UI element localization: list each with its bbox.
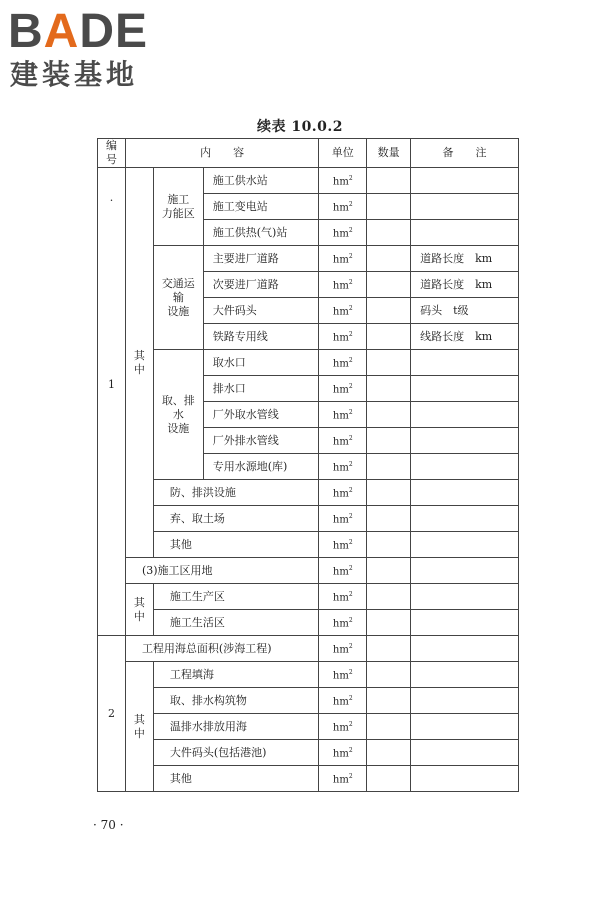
header-unit: 单位 (319, 139, 367, 168)
logo-brand (8, 4, 148, 60)
sub2-item: 铁路专用线 (203, 324, 319, 350)
sub2-item: 大件码头 (203, 298, 319, 324)
group2-no: 2 (98, 636, 126, 792)
other-item: 防、排洪设施 (153, 480, 318, 506)
other-item: 弃、取土场 (153, 506, 318, 532)
unit-cell: $hm^2$ (319, 480, 367, 506)
qty-cell (367, 558, 411, 584)
remark-cell (411, 584, 519, 610)
land-use-table (97, 138, 519, 792)
table-title: 续表 10.0.2 (256, 119, 344, 135)
sub3-item: 厂外排水管线 (203, 428, 319, 454)
sub2-label: 交通运输 设施 (153, 246, 203, 350)
unit-cell: $hm^2$ (319, 714, 367, 740)
sub2-item: 主要进厂道路 (203, 246, 319, 272)
group2-qizhong: 其中 (125, 662, 153, 792)
remark-cell (411, 688, 519, 714)
sub3-item: 专用水源地(库) (203, 454, 319, 480)
qty-cell (367, 272, 411, 298)
unit-cell: $hm^2$ (319, 454, 367, 480)
qty-cell (367, 480, 411, 506)
unit-cell: $hm^2$ (319, 610, 367, 636)
table-row (98, 246, 519, 272)
header-row (98, 139, 519, 168)
group1-mark: · (109, 194, 114, 207)
logo-brand-a: A (43, 5, 80, 58)
unit-cell: $hm^2$ (319, 428, 367, 454)
table-row (98, 506, 519, 532)
remark-cell (411, 662, 519, 688)
remark-cell: 道路长度 km (411, 246, 519, 272)
qty-cell (367, 324, 411, 350)
table-row (98, 610, 519, 636)
sub3-item: 取水口 (203, 350, 319, 376)
unit-cell: $hm^2$ (319, 350, 367, 376)
table-row (98, 532, 519, 558)
qty-cell (367, 688, 411, 714)
group2-total: 工程用海总面积(涉海工程) (125, 636, 318, 662)
qty-cell (367, 454, 411, 480)
sub1-item: 施工供水站 (203, 168, 319, 194)
logo-subtitle: 建装基地 (10, 58, 139, 91)
logo (8, 4, 178, 94)
remark-cell (411, 532, 519, 558)
qty-cell (367, 610, 411, 636)
remark-cell (411, 402, 519, 428)
remark-cell: 码头 t级 (411, 298, 519, 324)
sub1-item: 施工供热(气)站 (203, 220, 319, 246)
table-row (98, 766, 519, 792)
table-row (98, 168, 519, 194)
group2-item: 取、排水构筑物 (153, 688, 318, 714)
table-row (98, 714, 519, 740)
qty-cell (367, 194, 411, 220)
table-row (98, 636, 519, 662)
group1-no: 1 (107, 378, 115, 391)
remark-cell (411, 454, 519, 480)
unit-cell: $hm^2$ (319, 766, 367, 792)
qty-cell (367, 584, 411, 610)
area3-item: 施工生活区 (153, 610, 318, 636)
sub3-item: 厂外取水管线 (203, 402, 319, 428)
qty-cell (367, 662, 411, 688)
remark-cell (411, 740, 519, 766)
table-row (98, 350, 519, 376)
other-item: 其他 (153, 532, 318, 558)
qty-cell (367, 636, 411, 662)
group2-item: 温排水排放用海 (153, 714, 318, 740)
group1-no-cell (98, 168, 126, 636)
qty-cell (367, 740, 411, 766)
sub3-label: 取、排水 设施 (153, 350, 203, 480)
remark-cell (411, 558, 519, 584)
qty-cell (367, 376, 411, 402)
unit-cell: $hm^2$ (319, 740, 367, 766)
remark-cell (411, 168, 519, 194)
unit-cell: $hm^2$ (319, 376, 367, 402)
unit-cell: $hm^2$ (319, 558, 367, 584)
group2-item: 其他 (153, 766, 318, 792)
remark-cell (411, 220, 519, 246)
remark-cell: 线路长度 km (411, 324, 519, 350)
qty-cell (367, 298, 411, 324)
qty-cell (367, 506, 411, 532)
logo-brand-de: DE (79, 5, 149, 58)
sub3-item: 排水口 (203, 376, 319, 402)
qty-cell (367, 532, 411, 558)
qty-cell (367, 350, 411, 376)
unit-cell: $hm^2$ (319, 246, 367, 272)
header-remark: 备 注 (411, 139, 519, 168)
remark-cell (411, 376, 519, 402)
qty-cell (367, 402, 411, 428)
unit-cell: $hm^2$ (319, 402, 367, 428)
unit-cell: $hm^2$ (319, 324, 367, 350)
table-row (98, 662, 519, 688)
remark-cell (411, 480, 519, 506)
header-content: 内 容 (125, 139, 318, 168)
qty-cell (367, 168, 411, 194)
unit-cell: $hm^2$ (319, 220, 367, 246)
qty-cell (367, 714, 411, 740)
unit-cell: $hm^2$ (319, 662, 367, 688)
table-row (98, 688, 519, 714)
sub1-label: 施工 力能区 (153, 168, 203, 246)
unit-cell: $hm^2$ (319, 584, 367, 610)
remark-cell (411, 636, 519, 662)
remark-cell (411, 194, 519, 220)
qty-cell (367, 428, 411, 454)
unit-cell: $hm^2$ (319, 636, 367, 662)
qty-cell (367, 766, 411, 792)
header-no: 编号 (98, 139, 126, 168)
table-row (98, 558, 519, 584)
logo-brand-b: B (8, 5, 44, 58)
area3-item: 施工生产区 (153, 584, 318, 610)
unit-cell: $hm^2$ (319, 272, 367, 298)
qty-cell (367, 246, 411, 272)
remark-cell (411, 428, 519, 454)
remark-cell (411, 350, 519, 376)
table-row (98, 480, 519, 506)
unit-cell: $hm^2$ (319, 688, 367, 714)
qty-cell (367, 220, 411, 246)
unit-cell: $hm^2$ (319, 506, 367, 532)
unit-cell: $hm^2$ (319, 194, 367, 220)
header-qty: 数量 (367, 139, 411, 168)
remark-cell (411, 610, 519, 636)
group2-item: 大件码头(包括港池) (153, 740, 318, 766)
sub1-item: 施工变电站 (203, 194, 319, 220)
unit-cell: $hm^2$ (319, 298, 367, 324)
remark-cell (411, 766, 519, 792)
group2-item: 工程填海 (153, 662, 318, 688)
unit-cell: $hm^2$ (319, 168, 367, 194)
sub2-item: 次要进厂道路 (203, 272, 319, 298)
table-row (98, 740, 519, 766)
remark-cell (411, 506, 519, 532)
remark-cell (411, 714, 519, 740)
remark-cell: 道路长度 km (411, 272, 519, 298)
page-number: · 70 · (93, 818, 124, 832)
area3-label: (3)施工区用地 (125, 558, 318, 584)
group1-qizhong: 其中 (125, 168, 153, 558)
table-row (98, 584, 519, 610)
unit-cell: $hm^2$ (319, 532, 367, 558)
area3-qizhong: 其中 (125, 584, 153, 636)
